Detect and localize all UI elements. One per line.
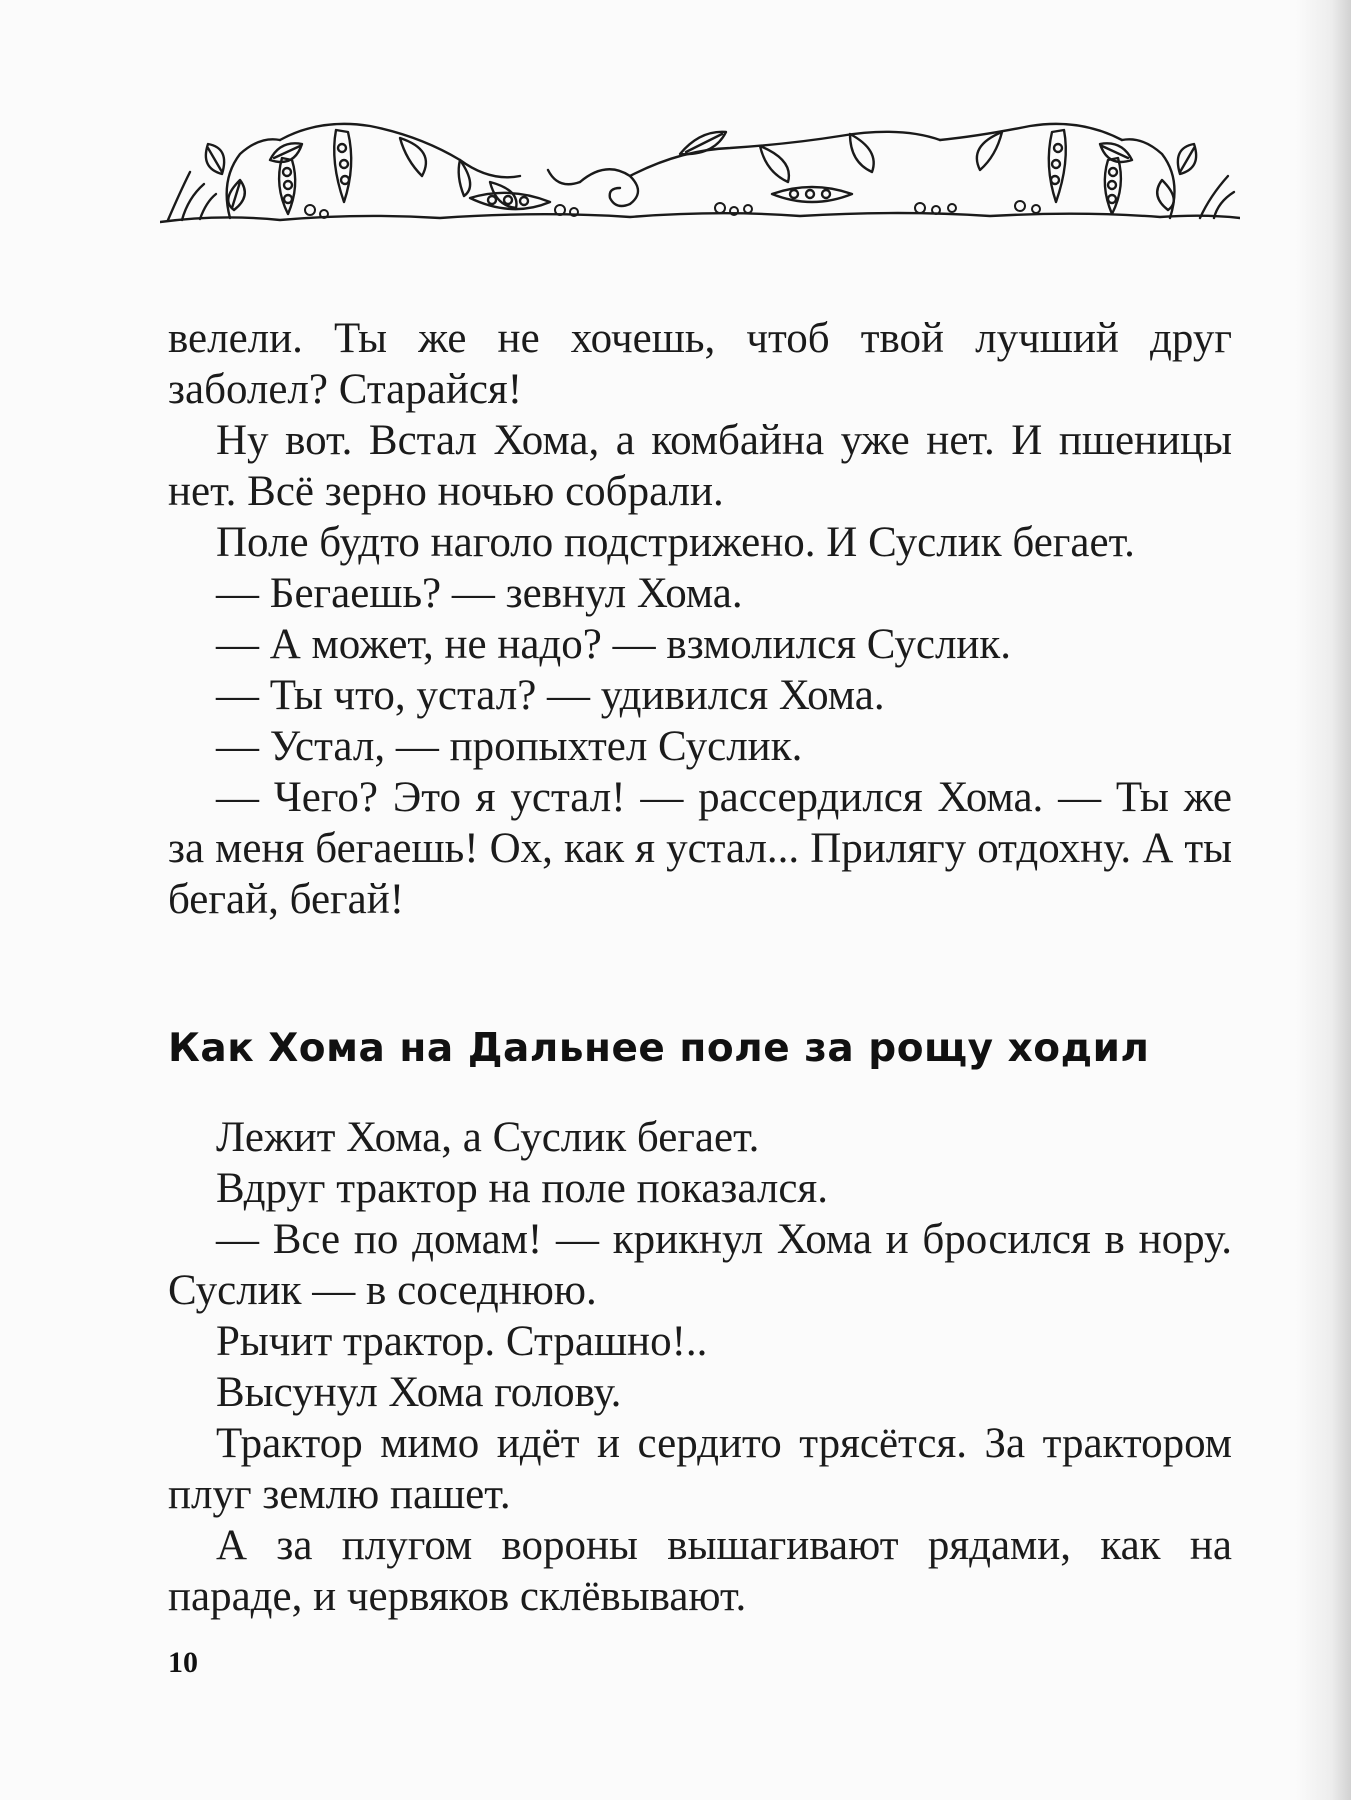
pea-vine-ornament-icon <box>160 110 1240 260</box>
chapter-title: Как Хома на Дальнее поле за рощу ходил <box>168 1026 1150 1071</box>
paragraph: — Ты что, устал? — удивился Хома. <box>216 672 885 719</box>
paragraph: Поле будто наголо подстрижено. И Суслик бегает. <box>216 519 1135 566</box>
paragraph: Трактор мимо идёт и сердито трясётся. За трактором плуг землю пашет. <box>168 1420 1232 1518</box>
paragraph: Рычит трактор. Страшно!.. <box>216 1318 708 1365</box>
paragraph: — Все по домам! — крикнул Хома и бросился в нору. Суслик — в соседнюю. <box>168 1216 1232 1314</box>
paragraph: Лежит Хома, а Суслик бегает. <box>216 1114 760 1161</box>
paragraph: Ну вот. Встал Хома, а комбайна уже нет. И пшеницы нет. Всё зерно ночью собрали. <box>168 417 1232 515</box>
text-block-bottom <box>168 1112 1232 1622</box>
paragraph: велели. Ты же не хочешь, чтоб твой лучший друг заболел? Старайся! <box>168 315 1232 413</box>
page-number: 10 <box>168 1646 198 1679</box>
paragraph: — А может, не надо? — взмолился Суслик. <box>216 621 1012 668</box>
paragraph: А за плугом вороны вышагивают рядами, как на параде, и червяков склёвывают. <box>168 1522 1232 1620</box>
page-edge-shadow <box>1296 0 1351 1800</box>
paragraph: Вдруг трактор на поле показался. <box>216 1165 828 1212</box>
paragraph: — Чего? Это я устал! — рассердился Хома. — Ты же за меня бегаешь! Ох, как я устал... Прилягу отдохну. А ты бегай, бегай! <box>168 774 1232 923</box>
paragraph: — Бегаешь? — зевнул Хома. <box>216 570 743 617</box>
paragraph: Высунул Хома голову. <box>216 1369 622 1416</box>
paragraph: — Устал, — пропыхтел Суслик. <box>216 723 803 770</box>
text-block-top <box>168 313 1232 925</box>
